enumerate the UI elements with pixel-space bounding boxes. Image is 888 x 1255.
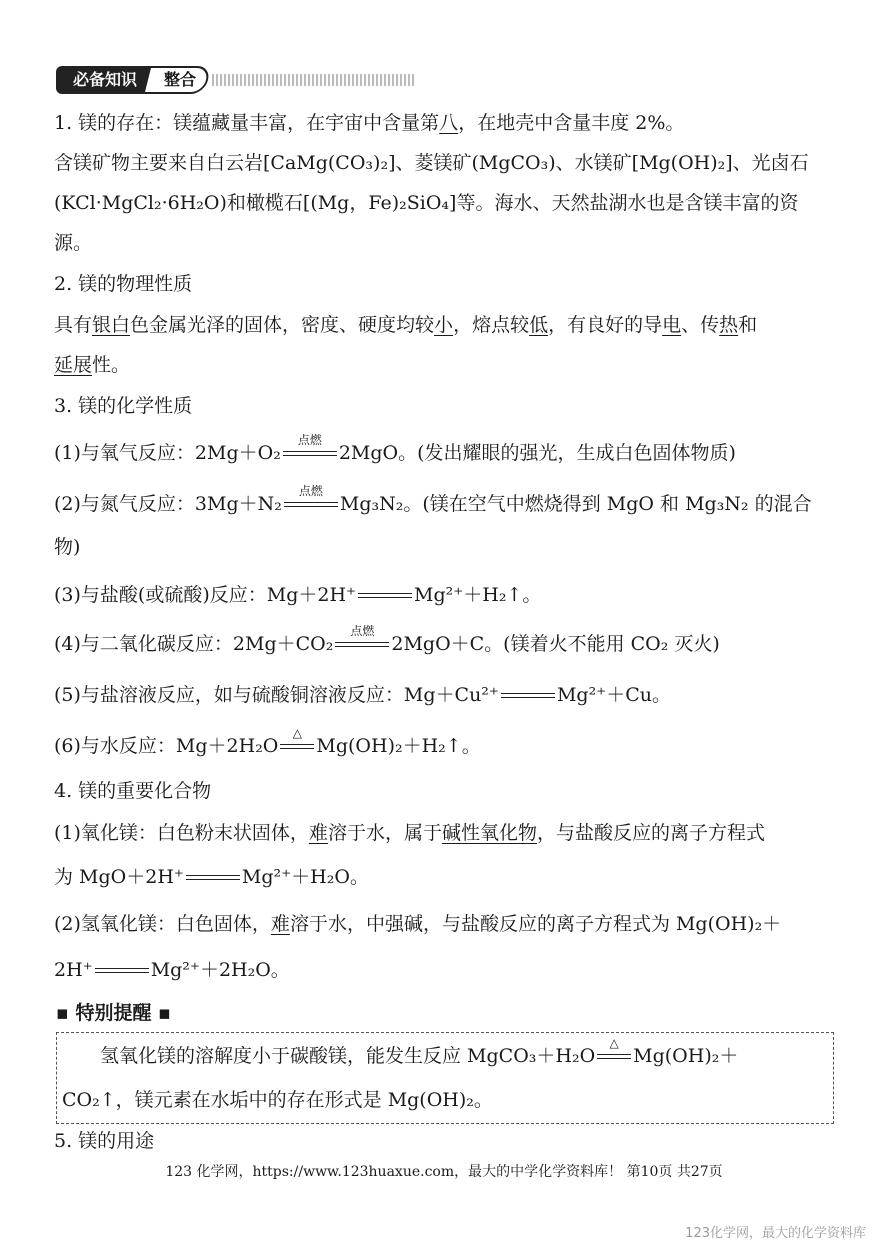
s1-line-4: 源。 [54,232,93,254]
banner-light-label: 整合 [163,70,196,89]
tip-line-1: 氢氧化镁的溶解度小于碳酸镁，能发生反应 MgCO₃＋H₂O △ Mg(OH)₂＋ [100,1036,739,1067]
reaction-arrow [95,964,149,978]
reaction-arrow [186,871,240,885]
reaction-acid: (3)与盐酸(或硫酸)反应：Mg＋2H⁺ Mg²⁺＋H₂↑。 [54,584,542,606]
reaction-arrow [358,589,412,603]
s4-mgoh2-line-2: 2H⁺ Mg²⁺＋2H₂O。 [54,959,290,981]
tip-line-2: CO₂↑，镁元素在水垢中的存在形式是 Mg(OH)₂。 [62,1089,493,1111]
tip-heading: ▪ 特别提醒 ▪ [56,1002,171,1024]
s4-mgoh2-line-1: (2)氢氧化镁：白色固体，难溶于水，中强碱，与盐酸反应的离子方程式为 Mg(OH)₂＋ [54,913,782,935]
reaction-nitrogen-cont: 物) [54,536,81,558]
s2-title: 2. 镁的物理性质 [54,273,193,295]
s1-line-1: 1. 镁的存在：镁蕴藏量丰富，在宇宙中含量第八，在地壳中含量丰度 2%。 [54,112,685,134]
section-banner [56,66,416,94]
s4-mgo-line-2: 为 MgO＋2H⁺ Mg²⁺＋H₂O。 [54,866,369,888]
reaction-arrow: 点燃 [335,638,389,652]
reaction-arrow: 点燃 [284,498,338,512]
banner-stripe [212,74,416,86]
s5-title: 5. 镁的用途 [54,1130,155,1152]
reaction-arrow: 点燃 [283,447,337,461]
s1-line-2: 含镁矿物主要来自白云岩[CaMg(CO₃)₂]、菱镁矿(MgCO₃)、水镁矿[Mg(OH)₂]、光卤石 [54,152,809,174]
reaction-nitrogen: (2)与氮气反应：3Mg＋N₂ 点燃 Mg₃N₂。(镁在空气中燃烧得到 MgO 和 Mg₃N₂ 的混合 [54,484,812,515]
s4-title: 4. 镁的重要化合物 [54,780,212,802]
s3-title: 3. 镁的化学性质 [54,395,193,417]
banner-dark-label: 必备知识 [56,66,154,94]
reaction-arrow: △ [280,740,314,754]
reaction-arrow: △ [597,1050,631,1064]
reaction-salt: (5)与盐溶液反应，如与硫酸铜溶液反应：Mg＋Cu²⁺ Mg²⁺＋Cu。 [54,684,671,706]
reaction-co2: (4)与二氧化碳反应：2Mg＋CO₂ 点燃 2MgO＋C。(镁着火不能用 CO₂ 灭火) [54,624,720,655]
s4-mgo-line-1: (1)氧化镁：白色粉末状固体，难溶于水，属于碱性氧化物，与盐酸反应的离子方程式 [54,822,765,844]
page-footer: 123 化学网，https://www.123huaxue.com，最大的中学化学资料库！ 第10页 共27页 [165,1164,723,1180]
reaction-oxygen: (1)与氧气反应：2Mg＋O₂ 点燃 2MgO。(发出耀眼的强光，生成白色固体物质) [54,433,736,464]
reaction-arrow [501,689,555,703]
s1-line-3: (KCl·MgCl₂·6H₂O)和橄榄石[(Mg，Fe)₂SiO₄]等。海水、天然盐湖水也是含镁丰富的资 [54,192,799,214]
reaction-water: (6)与水反应：Mg＋2H₂O △ Mg(OH)₂＋H₂↑。 [54,726,481,757]
watermark: 123化学网，最大的化学资料库 [685,1226,866,1241]
s2-line-1: 具有银白色金属光泽的固体，密度、硬度均较小，熔点较低，有良好的导电、传热和 [54,314,758,336]
s2-line-2: 延展性。 [54,354,131,376]
